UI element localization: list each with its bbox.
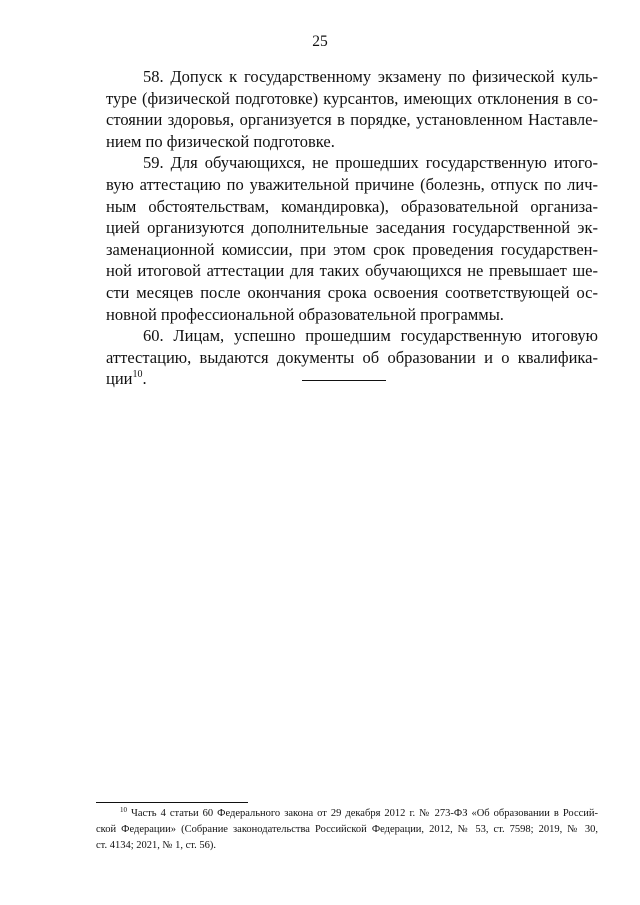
text-line: новной профессиональной образовательной программы. [106, 304, 504, 324]
footnote-divider [96, 802, 248, 803]
page-number: 25 [312, 33, 328, 50]
text-line: 60. Лицам, успешно прошедшим государственную итоговую [143, 326, 598, 346]
body-text [106, 66, 598, 390]
footnote [96, 806, 598, 854]
text-line: сти месяцев после окончания срока освоения соответствующей ос- [106, 282, 598, 302]
text-line: туре (физической подготовке) курсантов, имеющих отклонения в со- [106, 88, 598, 108]
footnote-line [96, 806, 598, 822]
text-fragment: ции [106, 369, 133, 389]
text-fragment: . [142, 369, 147, 389]
text-line: ным обстоятельствам, командировка), образовательной организа- [106, 196, 598, 216]
footnote-text: Часть 4 статьи 60 Федерального закона от 29 декабря 2012 г. № 273-ФЗ «Об образовании в Россий- [131, 808, 598, 819]
text-line: цией организуются дополнительные заседания государственной эк- [106, 218, 598, 238]
text-line: 59. Для обучающихся, не прошедших государственную итого- [143, 153, 598, 173]
text-line: 58. Допуск к государственному экзамену по физической куль- [143, 67, 598, 86]
footnote-line: ской Федерации» (Собрание законодательства Российской Федерации, 2012, № 53, ст. 7598; 2019, № 30, [96, 824, 598, 835]
paragraph-58 [106, 66, 598, 152]
footnote-marker: 10 [120, 806, 127, 814]
text-line: нием по физической подготовке. [106, 131, 335, 151]
text-line: аттестацию, выдаются документы об образовании и о квалифика- [106, 347, 598, 367]
text-line: вую аттестацию по уважительной причине (болезнь, отпуск по лич- [106, 174, 598, 194]
footnote-reference[interactable]: 10 [132, 369, 143, 381]
text-line: стоянии здоровья, организуется в порядке, установленном Наставле- [106, 110, 598, 130]
paragraph-59 [106, 152, 598, 325]
text-line: заменационной комиссии, при этом срок проведения государствен- [106, 239, 598, 259]
section-divider [302, 380, 386, 381]
text-line: ной итоговой аттестации для таких обучающихся не превышает ше- [106, 261, 598, 281]
footnote-line: ст. 4134; 2021, № 1, ст. 56). [96, 840, 216, 851]
